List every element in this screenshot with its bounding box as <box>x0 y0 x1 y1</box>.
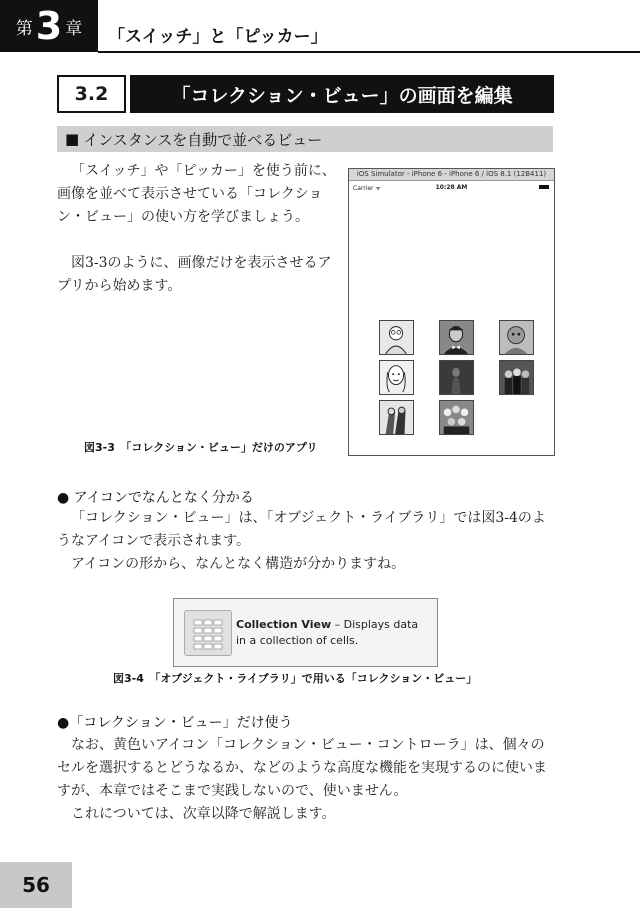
status-bar <box>349 181 554 193</box>
simulator-titlebar: iOS Simulator - iPhone 6 - iPhone 6 / iOS 8.1 (12B411) <box>349 169 554 181</box>
clock-label: 10:28 AM <box>435 184 468 191</box>
section-title: 「コレクション・ビュー」の画面を編集 <box>130 75 554 113</box>
intro-text <box>57 160 339 298</box>
portrait-glasses-man-image <box>380 321 413 354</box>
header-rule <box>98 51 640 53</box>
section-number: 3.2 <box>57 75 126 113</box>
portrait-man-bowtie-image <box>440 321 473 354</box>
body-paragraph: 「コレクション・ビュー」は、「オブジェクト・ライブラリ」では図3-4のようなアイコンで表示されます。 <box>57 510 546 549</box>
subsection-title: インスタンスを自動で並べるビュー <box>83 130 323 149</box>
collection-cell <box>439 400 474 435</box>
bullet-heading: ● アイコンでなんとなく分かる <box>57 490 254 506</box>
battery-icon <box>539 185 549 189</box>
chapter-prefix: 第 <box>15 18 33 39</box>
portrait-dark-figure-image <box>440 361 473 394</box>
chapter-title: 「スイッチ」と「ピッカー」 <box>108 27 328 47</box>
portrait-crowd-image <box>440 401 473 434</box>
collection-cell <box>499 360 534 395</box>
body-paragraph: なお、黄色いアイコン「コレクション・ビュー・コントローラ」は、個々のセルを選択するとどうなるか、などのような高度な機能を実現するのに使いますが、本章ではそこまで実践しないので、使いません。 <box>57 737 547 799</box>
figure-caption: 図3-3 「コレクション・ビュー」だけのアプリ <box>84 441 318 454</box>
object-description-line1: – Displays data <box>331 618 419 631</box>
object-name: Collection View <box>236 618 332 631</box>
object-description <box>236 617 431 649</box>
intro-paragraph: 図3-3のように、画像だけを表示させるアプリから始めます。 <box>57 255 332 294</box>
portrait-old-woman-image <box>500 321 533 354</box>
body-text <box>57 734 557 826</box>
ios-simulator-screenshot <box>348 168 555 456</box>
collection-cell <box>379 360 414 395</box>
collection-cell <box>499 320 534 355</box>
body-paragraph: これについては、次章以降で解説します。 <box>71 806 336 822</box>
chapter-suffix: 章 <box>65 18 83 39</box>
collection-cell <box>379 320 414 355</box>
object-library-item <box>173 598 438 667</box>
bullet-heading: ●「コレクション・ビュー」だけ使う <box>57 715 293 731</box>
collection-cell <box>379 400 414 435</box>
carrier-label: Carrier ᯤ <box>353 185 381 192</box>
chapter-badge <box>0 0 98 52</box>
square-bullet-icon: ■ <box>65 130 80 148</box>
object-description-line2: in a collection of cells. <box>236 634 359 647</box>
intro-paragraph: 「スイッチ」や「ピッカー」を使う前に、画像を並べて表示させている「コレクション・ビュー」の使い方を学びましょう。 <box>57 163 336 225</box>
figure-caption: 図3-4 「オブジェクト・ライブラリ」で用いる「コレクション・ビュー」 <box>113 672 478 685</box>
body-paragraph: アイコンの形から、なんとなく構造が分かりますね。 <box>71 556 406 572</box>
chapter-number: 3 <box>35 4 63 48</box>
portrait-group-sketch-image <box>380 401 413 434</box>
portrait-woman-sketch-image <box>380 361 413 394</box>
body-text <box>57 507 557 576</box>
collection-view-icon <box>184 610 232 656</box>
page-number: 56 <box>0 862 72 908</box>
grid-icon <box>185 611 231 655</box>
collection-cell <box>439 360 474 395</box>
collection-cell <box>439 320 474 355</box>
portrait-three-people-image <box>500 361 533 394</box>
subsection-heading <box>57 126 553 152</box>
